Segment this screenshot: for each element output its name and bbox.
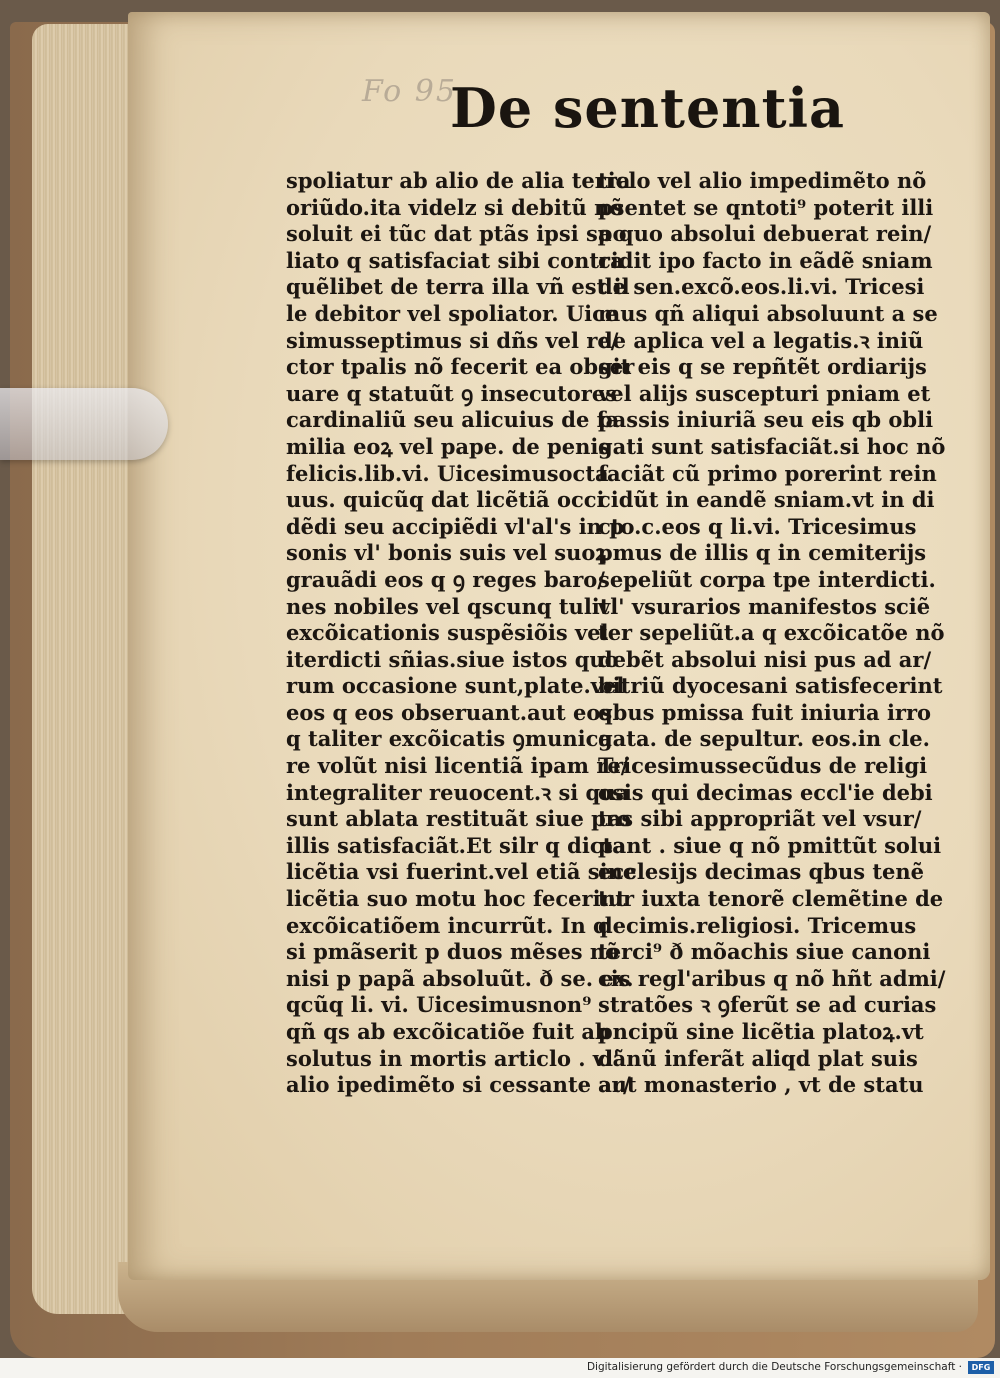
text-line: vl' vsurarios manifestos sciẽ <box>598 593 931 619</box>
text-line: re volũt nisi licentiã ipam re/ <box>286 753 629 779</box>
text-line: illis satisfaciãt.Et silr q dicta <box>286 832 626 858</box>
text-column-right <box>598 168 946 1099</box>
text-line: q taliter excõicatis ꝯmunica <box>286 726 613 752</box>
text-line: psentet se qntoti⁹ poterit illi <box>598 194 934 220</box>
text-line: cidit ipo facto in eãdẽ sniam <box>598 247 933 273</box>
text-line: decimis.religiosi. Tricemus <box>598 912 917 938</box>
text-line: rum occasione sunt,plate.vel <box>286 673 625 699</box>
text-line: faciãt cũ primo porerint rein <box>598 460 937 486</box>
text-line: milia eoꝝ vel pape. de penis <box>286 433 611 459</box>
text-line: licẽtia vsi fuerint.vel etiã sine <box>286 859 637 885</box>
text-line: integraliter reuocent.ꝛ si qua <box>286 779 630 805</box>
pencil-folio-note: Fo 95 <box>362 74 457 109</box>
text-line: uus. quicũq dat licẽtiã occi <box>286 487 605 513</box>
text-line: sepeliũt corpa tpe interdicti. <box>598 566 936 592</box>
text-line: alio ipedimẽto si cessante ar/ <box>286 1072 631 1098</box>
text-line: osis qui decimas eccl'ie debi <box>598 779 933 805</box>
text-line: qcũq li. vi. Uicesimusnon⁹ <box>286 992 592 1018</box>
text-line: grauãdi eos q ꝯ reges baro/ <box>286 566 605 592</box>
text-line: uare q statuũt ꝯ insecutores <box>286 380 618 406</box>
text-line: de sen.excõ.eos.li.vi. Tricesi <box>598 274 925 300</box>
text-line: quẽlibet de terra illa vñ est il <box>286 274 630 300</box>
bookmark-strip <box>0 388 168 460</box>
text-column-left <box>286 168 637 1099</box>
text-line: qbus pmissa fuit iniuria irro <box>598 699 932 725</box>
text-line: vel alijs suscepturi pniam et <box>598 380 931 406</box>
text-line: passis iniuriã seu eis qb obli <box>598 407 934 433</box>
text-line: eos q eos obseruant.aut eos <box>286 699 613 725</box>
text-line: mus qñ aliqui absoluunt a se <box>598 300 938 326</box>
text-line: gata. de sepultur. eos.in cle. <box>598 726 930 752</box>
text-line: pncipũ sine licẽtia platoꝝ.vt <box>598 1019 924 1044</box>
text-line: simusseptimus si dñs vel re/ <box>286 327 619 353</box>
text-line: iterdicti sñias.siue istos quo <box>286 646 619 672</box>
text-line: tas sibi appropriãt vel vsur/ <box>598 806 922 832</box>
text-line: dẽdi seu accipiẽdi vl'al's in p <box>286 513 624 539</box>
text-line: si pmãserit p duos mẽses nõ <box>286 939 620 965</box>
text-line: cardinaliũ seu alicuius de fa <box>286 407 620 433</box>
text-line: soluit ei tũc dat ptãs ipsi spo <box>286 221 627 247</box>
text-line: pant . siue q nõ pmittũt solui <box>598 832 942 858</box>
text-line: nisi p papã absoluũt. ð se. ex. <box>286 965 634 991</box>
text-line: felicis.lib.vi. Uicesimusocta <box>286 460 609 486</box>
text-line: git eis q se repñtẽt ordiarijs <box>598 354 927 380</box>
text-line: ctor tpalis nõ fecerit ea obser <box>286 354 635 380</box>
text-line: aut monasterio , vt de statu <box>598 1072 924 1098</box>
text-line: sonis vl' bonis suis vel suoꝝ <box>286 540 608 566</box>
footer-credit: Digitalisierung gefördert durch die Deutsche Forschungsgemeinschaft · <box>586 1361 962 1373</box>
text-line: cidũt in eandẽ sniam.vt in di <box>598 487 935 513</box>
text-line: Tricesimussecũdus de religi <box>598 753 928 779</box>
text-line: debẽt absolui nisi pus ad ar/ <box>598 646 932 672</box>
page-heading: De sententia <box>450 76 846 140</box>
text-line: de aplica vel a legatis.ꝛ iniũ <box>598 327 924 353</box>
text-line: gati sunt satisfaciãt.si hoc nõ <box>598 433 946 459</box>
text-line: ter sepeliũt.a q excõicatõe nõ <box>598 620 945 646</box>
text-line: sunt ablata restituãt siue pro <box>286 806 631 832</box>
text-line: nes nobiles vel qscunq tulit <box>286 593 610 619</box>
text-line: liato q satisfaciat sibi contra <box>286 247 624 273</box>
text-line: ecclesijs decimas qbus tenẽ <box>598 859 925 885</box>
text-line: oriũdo.ita videlz si debitũ nõ <box>286 194 624 220</box>
text-line: cto.c.eos q li.vi. Tricesimus <box>598 513 917 539</box>
text-line: a quo absolui debuerat rein/ <box>598 221 932 247</box>
text-line: terci⁹ ð mõachis siue canoni <box>598 939 931 965</box>
text-line: solutus in mortis articlo . vl' <box>286 1045 620 1071</box>
text-line: tur iuxta tenorẽ clemẽtine de <box>598 886 944 912</box>
text-line: ticlo vel alio impedimẽto nõ <box>598 168 927 193</box>
text-line: spoliatur ab alio de alia terra <box>286 168 631 193</box>
text-line: excõicationis suspẽsiõis vel <box>286 620 609 646</box>
text-line: pmus de illis q in cemiterijs <box>598 540 927 566</box>
text-line: excõicatiõem incurrũt. In q <box>286 912 608 938</box>
text-line: qñ qs ab excõicatiõe fuit ab <box>286 1019 610 1044</box>
dfg-logo: DFG <box>968 1361 994 1374</box>
text-line: cis regl'aribus q nõ hñt admi/ <box>598 965 946 991</box>
text-line: stratões ꝛ ꝯferũt se ad curias <box>598 992 937 1018</box>
text-line: le debitor vel spoliator. Uice <box>286 300 619 326</box>
text-line: dãnũ inferãt aliqd plat suis <box>598 1045 918 1071</box>
text-line: licẽtia suo motu hoc fecerint <box>286 886 626 912</box>
text-line: bitriũ dyocesani satisfecerint <box>598 673 943 699</box>
